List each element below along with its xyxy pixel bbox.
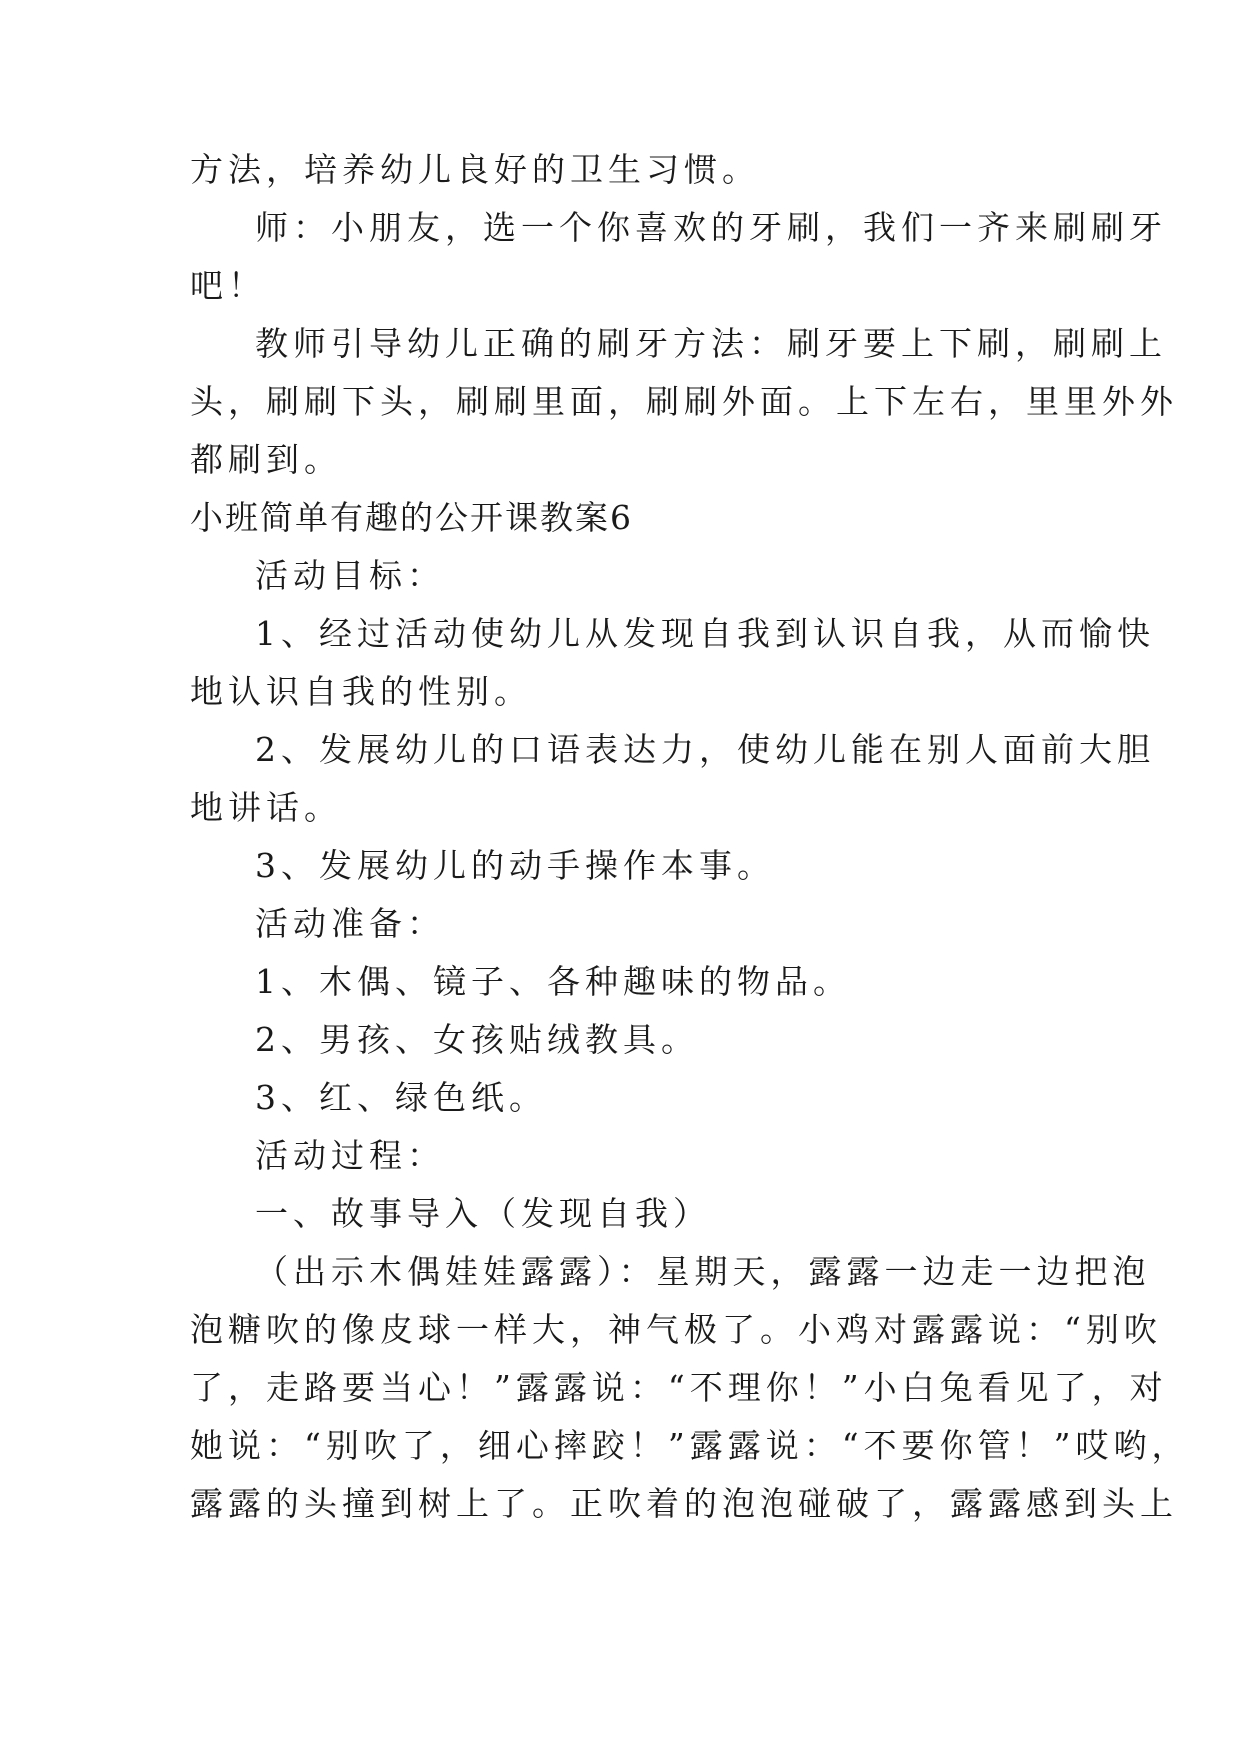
paragraph-line: 活动过程： (255, 1136, 445, 1175)
paragraph-line: 吧！ (190, 266, 266, 305)
paragraph-line: 一、故事导入（发现自我） (255, 1194, 711, 1233)
paragraph-line: 方法，培养幼儿良好的卫生习惯。 (190, 150, 760, 189)
paragraph-line: 头，刷刷下头，刷刷里面，刷刷外面。上下左右，里里外外 (190, 382, 1178, 421)
section-heading: 小班简单有趣的公开课教案6 (190, 498, 633, 537)
paragraph-line: 2、男孩、女孩贴绒教具。 (255, 1020, 699, 1059)
paragraph-line: 师：小朋友，选一个你喜欢的牙刷，我们一齐来刷刷牙 (255, 208, 1167, 247)
paragraph-line: 地讲话。 (190, 788, 342, 827)
paragraph-line: 活动准备： (255, 904, 445, 943)
paragraph-line: 地认识自我的性别。 (190, 672, 532, 711)
paragraph-line: 2、发展幼儿的口语表达力，使幼儿能在别人面前大胆 (255, 730, 1155, 769)
paragraph-line: 3、红、绿色纸。 (255, 1078, 547, 1117)
paragraph-line: 都刷到。 (190, 440, 342, 479)
paragraph-line: 她说：“别吹了，细心摔跤！”露露说：“不要你管！”哎哟， (190, 1426, 1190, 1465)
paragraph-line: 活动目标： (255, 556, 445, 595)
paragraph-line: （出示木偶娃娃露露）：星期天，露露一边走一边把泡 (255, 1252, 1151, 1291)
paragraph-line: 教师引导幼儿正确的刷牙方法：刷牙要上下刷，刷刷上 (255, 324, 1167, 363)
paragraph-line: 1、经过活动使幼儿从发现自我到认识自我，从而愉快 (255, 614, 1155, 653)
paragraph-line: 了，走路要当心！”露露说：“不理你！”小白兔看见了，对 (190, 1368, 1168, 1407)
paragraph-line: 1、木偶、镜子、各种趣味的物品。 (255, 962, 851, 1001)
paragraph-line: 露露的头撞到树上了。正吹着的泡泡碰破了，露露感到头上 (190, 1484, 1178, 1523)
paragraph-line: 3、发展幼儿的动手操作本事。 (255, 846, 775, 885)
paragraph-line: 泡糖吹的像皮球一样大，神气极了。小鸡对露露说：“别吹 (190, 1310, 1162, 1349)
